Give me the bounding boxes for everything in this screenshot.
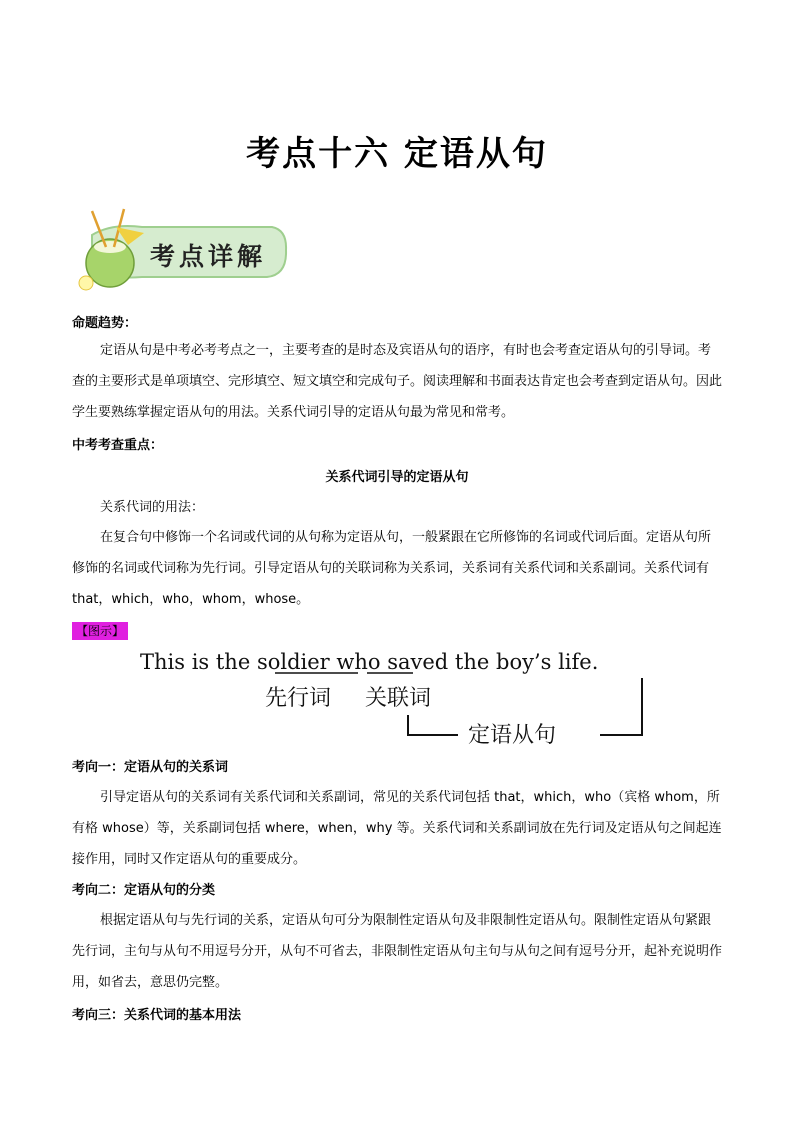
bracket-left: [408, 715, 458, 735]
relative-label: 关联词: [365, 686, 432, 711]
d3-heading: 考向三：关系代词的基本用法: [72, 1008, 242, 1023]
sentence-part: saved the boy’s life.: [380, 650, 599, 674]
page-title: 考点十六 定语从句: [246, 134, 548, 174]
banner-label: 考点详解: [150, 242, 267, 271]
sentence-relative: who: [336, 650, 381, 674]
clause-label: 定语从句: [468, 723, 557, 745]
trend-heading: 命题趋势：: [72, 316, 138, 331]
d2-text: 根据定语从句与先行词的关系，定语从句可分为限制性定语从句及非限制性定语从句。限制性定语从句紧跟先行词，主句与从句不用逗号分开，从句不可省去，非限制性定语从句主句与从句之间有逗号分开，起补充说明作用，如省去，意思仍完整。: [72, 913, 723, 990]
bracket-right: [600, 678, 642, 735]
d2-heading: 考向二：定语从句的分类: [72, 883, 216, 898]
diagram-tag: 【图示】: [72, 622, 128, 640]
sentence-antecedent: soldier: [256, 650, 330, 674]
d1-heading: 考向一：定语从句的关系词: [72, 760, 229, 775]
usage-text: 在复合句中修饰一个名词或代词的从句称为定语从句，一般紧跟在它所修饰的名词或代词后面。定语从句所修饰的名词或代词称为先行词。引导定语从句的关联词称为关系词，关系词有关系代词和关系副词。关系代词有 that，which，who，whom，whose。: [72, 530, 712, 607]
antecedent-label: 先行词: [265, 686, 332, 711]
usage-label: 关系代词的用法：: [100, 500, 205, 515]
flower-icon: [79, 276, 93, 290]
d1-text: 引导定语从句的关系词有关系代词和关系副词，常见的关系代词包括 that，which，who（宾格 whom，所有格 whose）等，关系副词包括 where，when，why 等。关系代词和关系副词放在先行词及定语从句之间起连接作用，同时又作定语从句的重要成分。: [72, 790, 722, 867]
trend-text: 定语从句是中考必考考点之一，主要考查的是时态及宾语从句的语序，有时也会考查定语从句的引导词。考查的主要形式是单项填空、完形填空、短文填空和完成句子。阅读理解和书面表达肯定也会考查到定语从句。因此学生要熟练掌握定语从句的用法。关系代词引导的定语从句最为常见和常考。: [72, 343, 723, 420]
sentence-part: This is the: [140, 650, 257, 674]
focus-heading: 中考考查重点：: [72, 438, 164, 453]
sentence-diagram: [140, 645, 670, 745]
svg-text:This is the soldier who saved: [140, 650, 598, 674]
sentence-part: [330, 650, 337, 674]
section-banner: [72, 205, 292, 297]
center-heading: 关系代词引导的定语从句: [325, 470, 469, 485]
